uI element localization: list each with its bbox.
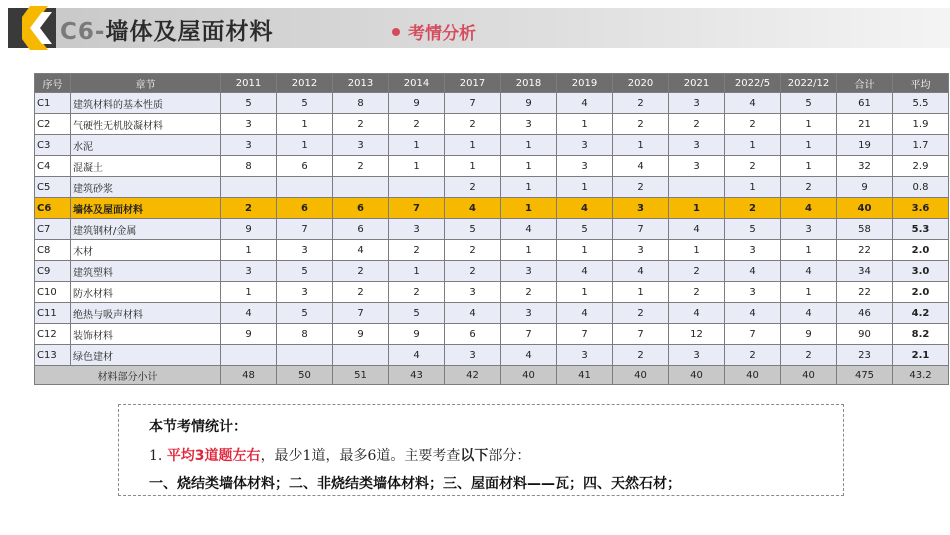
column-header: 2020 [613, 74, 669, 93]
year-count-cell: 3 [669, 93, 725, 114]
bullet-dot-icon [392, 28, 400, 36]
table-row [35, 198, 949, 219]
total-cell: 34 [837, 261, 893, 282]
year-count-cell: 2 [221, 198, 277, 219]
table-row [35, 324, 949, 345]
column-header: 序号 [35, 74, 71, 93]
year-count-cell: 3 [501, 261, 557, 282]
year-count-cell: 2 [445, 261, 501, 282]
year-count-cell: 1 [501, 240, 557, 261]
year-count-cell: 8 [333, 93, 389, 114]
year-count-cell: 3 [669, 156, 725, 177]
year-count-cell: 3 [333, 135, 389, 156]
year-count-cell: 7 [725, 324, 781, 345]
year-count-cell: 1 [613, 135, 669, 156]
year-count-cell: 1 [557, 114, 613, 135]
header-bar [0, 0, 950, 52]
year-count-cell: 3 [389, 219, 445, 240]
subtotal-cell: 40 [725, 366, 781, 385]
summary-highlight: 平均3道题左右 [166, 448, 261, 464]
year-count-cell: 5 [221, 93, 277, 114]
year-count-cell: 2 [333, 156, 389, 177]
year-count-cell: 8 [221, 156, 277, 177]
year-count-cell [221, 345, 277, 366]
year-count-cell: 3 [221, 261, 277, 282]
year-count-cell: 9 [221, 324, 277, 345]
average-cell: 2.0 [893, 240, 949, 261]
year-count-cell: 2 [389, 240, 445, 261]
chapter-name-cell: 建筑钢材/金属 [71, 219, 221, 240]
year-count-cell: 1 [781, 114, 837, 135]
subtotal-cell: 48 [221, 366, 277, 385]
average-cell: 5.3 [893, 219, 949, 240]
year-count-cell: 4 [669, 219, 725, 240]
year-count-cell: 2 [613, 303, 669, 324]
year-count-cell: 9 [221, 219, 277, 240]
year-count-cell: 1 [725, 177, 781, 198]
year-count-cell: 7 [389, 198, 445, 219]
year-count-cell: 1 [781, 156, 837, 177]
year-count-cell: 1 [557, 240, 613, 261]
year-count-cell: 1 [781, 135, 837, 156]
year-count-cell: 5 [277, 261, 333, 282]
year-count-cell: 7 [557, 324, 613, 345]
year-count-cell: 5 [389, 303, 445, 324]
year-count-cell: 4 [781, 303, 837, 324]
year-count-cell: 3 [501, 303, 557, 324]
year-count-cell: 5 [557, 219, 613, 240]
year-count-cell: 1 [389, 261, 445, 282]
chapter-title: 墙体及屋面材料 [105, 19, 274, 45]
year-count-cell: 2 [613, 114, 669, 135]
total-cell: 21 [837, 114, 893, 135]
total-cell: 22 [837, 282, 893, 303]
year-count-cell: 3 [613, 198, 669, 219]
subtotal-cell: 40 [669, 366, 725, 385]
column-header: 2022/12 [781, 74, 837, 93]
year-count-cell: 1 [669, 198, 725, 219]
year-count-cell: 9 [389, 93, 445, 114]
year-count-cell: 4 [445, 198, 501, 219]
table-header-row [35, 74, 949, 93]
year-count-cell: 4 [613, 261, 669, 282]
year-count-cell: 1 [557, 282, 613, 303]
year-count-cell: 3 [781, 219, 837, 240]
year-count-cell: 2 [613, 345, 669, 366]
summary-line-1-mid: ，最少1道，最多6道。主要考查 [260, 448, 461, 464]
year-count-cell: 2 [781, 345, 837, 366]
average-cell: 3.6 [893, 198, 949, 219]
table-row [35, 345, 949, 366]
table-row [35, 135, 949, 156]
total-cell: 23 [837, 345, 893, 366]
subtotal-cell: 40 [781, 366, 837, 385]
year-count-cell: 7 [613, 324, 669, 345]
column-header: 章节 [71, 74, 221, 93]
year-count-cell: 2 [725, 198, 781, 219]
row-code-cell: C13 [35, 345, 71, 366]
year-count-cell: 4 [221, 303, 277, 324]
section-label [392, 19, 476, 44]
year-count-cell: 4 [501, 219, 557, 240]
year-count-cell: 4 [725, 93, 781, 114]
row-code-cell: C8 [35, 240, 71, 261]
year-count-cell: 3 [501, 114, 557, 135]
average-cell: 2.1 [893, 345, 949, 366]
year-count-cell: 2 [445, 177, 501, 198]
year-count-cell: 1 [781, 240, 837, 261]
table-row [35, 156, 949, 177]
chapter-name-cell: 木材 [71, 240, 221, 261]
year-count-cell: 2 [669, 261, 725, 282]
year-count-cell: 6 [333, 198, 389, 219]
year-count-cell [277, 177, 333, 198]
year-count-cell: 3 [557, 345, 613, 366]
table-row [35, 240, 949, 261]
column-header: 2017 [445, 74, 501, 93]
chapter-name-cell: 建筑材料的基本性质 [71, 93, 221, 114]
year-count-cell: 2 [501, 282, 557, 303]
column-header: 2022/5 [725, 74, 781, 93]
column-header: 2014 [389, 74, 445, 93]
year-count-cell: 1 [613, 282, 669, 303]
total-cell: 58 [837, 219, 893, 240]
year-count-cell: 1 [781, 282, 837, 303]
subtotal-label-cell: 材料部分小计 [35, 366, 221, 385]
table-row [35, 177, 949, 198]
subtotal-cell: 40 [501, 366, 557, 385]
chapter-name-cell: 防水材料 [71, 282, 221, 303]
year-count-cell: 1 [221, 282, 277, 303]
year-count-cell: 1 [725, 135, 781, 156]
year-count-cell [389, 177, 445, 198]
chapter-name-cell: 混凝土 [71, 156, 221, 177]
year-count-cell: 1 [501, 156, 557, 177]
chapter-name-cell: 建筑砂浆 [71, 177, 221, 198]
year-count-cell: 3 [613, 240, 669, 261]
year-count-cell: 2 [725, 345, 781, 366]
total-cell: 19 [837, 135, 893, 156]
year-count-cell: 3 [725, 240, 781, 261]
year-count-cell: 2 [333, 282, 389, 303]
year-count-cell: 3 [669, 345, 725, 366]
row-code-cell: C5 [35, 177, 71, 198]
row-code-cell: C4 [35, 156, 71, 177]
total-cell: 40 [837, 198, 893, 219]
year-count-cell: 4 [389, 345, 445, 366]
average-cell: 2.0 [893, 282, 949, 303]
year-count-cell: 2 [613, 177, 669, 198]
row-code-cell: C6 [35, 198, 71, 219]
year-count-cell: 12 [669, 324, 725, 345]
year-count-cell [669, 177, 725, 198]
column-header: 合计 [837, 74, 893, 93]
subtotal-cell: 51 [333, 366, 389, 385]
summary-line-1-bold: 以下 [460, 448, 489, 464]
year-count-cell: 4 [725, 261, 781, 282]
average-cell: 4.2 [893, 303, 949, 324]
year-count-cell: 6 [277, 156, 333, 177]
year-count-cell: 1 [277, 135, 333, 156]
year-count-cell: 8 [277, 324, 333, 345]
exam-statistics-table [34, 73, 949, 385]
subtotal-cell: 42 [445, 366, 501, 385]
year-count-cell: 1 [445, 135, 501, 156]
total-cell: 46 [837, 303, 893, 324]
subtotal-cell: 40 [613, 366, 669, 385]
year-count-cell: 2 [725, 114, 781, 135]
chapter-name-cell: 装饰材料 [71, 324, 221, 345]
year-count-cell: 2 [781, 177, 837, 198]
chapter-name-cell: 建筑塑料 [71, 261, 221, 282]
year-count-cell: 4 [669, 303, 725, 324]
average-cell: 3.0 [893, 261, 949, 282]
column-header: 2011 [221, 74, 277, 93]
page-title [60, 13, 273, 46]
year-count-cell [333, 345, 389, 366]
year-count-cell: 7 [277, 219, 333, 240]
year-count-cell [277, 345, 333, 366]
year-count-cell: 2 [333, 114, 389, 135]
year-count-cell: 2 [333, 261, 389, 282]
total-cell: 32 [837, 156, 893, 177]
year-count-cell: 1 [501, 135, 557, 156]
total-cell: 9 [837, 177, 893, 198]
column-header: 2013 [333, 74, 389, 93]
column-header: 2021 [669, 74, 725, 93]
year-count-cell: 3 [221, 114, 277, 135]
chapter-name-cell: 墙体及屋面材料 [71, 198, 221, 219]
summary-box [118, 404, 844, 496]
year-count-cell: 4 [501, 345, 557, 366]
year-count-cell: 4 [781, 261, 837, 282]
row-code-cell: C7 [35, 219, 71, 240]
year-count-cell: 3 [557, 135, 613, 156]
year-count-cell: 4 [557, 261, 613, 282]
total-cell: 22 [837, 240, 893, 261]
column-header: 2018 [501, 74, 557, 93]
year-count-cell: 3 [557, 156, 613, 177]
year-count-cell: 1 [501, 177, 557, 198]
chapter-code: C6- [60, 19, 106, 45]
total-cell: 90 [837, 324, 893, 345]
year-count-cell: 5 [277, 303, 333, 324]
year-count-cell: 1 [501, 198, 557, 219]
year-count-cell: 6 [445, 324, 501, 345]
year-count-cell: 3 [445, 282, 501, 303]
row-code-cell: C2 [35, 114, 71, 135]
average-cell: 2.9 [893, 156, 949, 177]
year-count-cell: 4 [781, 198, 837, 219]
row-code-cell: C1 [35, 93, 71, 114]
average-cell: 0.8 [893, 177, 949, 198]
chapter-name-cell: 绿色建材 [71, 345, 221, 366]
table-row [35, 261, 949, 282]
summary-title: 本节考情统计： [149, 419, 247, 435]
year-count-cell: 4 [557, 303, 613, 324]
chapter-name-cell: 气硬性无机胶凝材料 [71, 114, 221, 135]
row-code-cell: C11 [35, 303, 71, 324]
year-count-cell: 6 [277, 198, 333, 219]
year-count-cell: 4 [333, 240, 389, 261]
year-count-cell: 2 [613, 93, 669, 114]
subtotal-cell: 50 [277, 366, 333, 385]
year-count-cell: 1 [557, 177, 613, 198]
year-count-cell: 3 [445, 345, 501, 366]
total-cell: 61 [837, 93, 893, 114]
year-count-cell: 7 [501, 324, 557, 345]
average-cell: 1.9 [893, 114, 949, 135]
year-count-cell: 5 [725, 219, 781, 240]
year-count-cell: 6 [333, 219, 389, 240]
year-count-cell: 3 [669, 135, 725, 156]
year-count-cell: 4 [445, 303, 501, 324]
table-row [35, 219, 949, 240]
year-count-cell: 7 [445, 93, 501, 114]
year-count-cell: 4 [557, 198, 613, 219]
year-count-cell [221, 177, 277, 198]
row-code-cell: C12 [35, 324, 71, 345]
average-cell: 1.7 [893, 135, 949, 156]
subtotal-average-cell: 43.2 [893, 366, 949, 385]
summary-line-1 [149, 445, 530, 465]
year-count-cell: 5 [445, 219, 501, 240]
year-count-cell: 9 [333, 324, 389, 345]
average-cell: 8.2 [893, 324, 949, 345]
table-footer-row [35, 366, 949, 385]
average-cell: 5.5 [893, 93, 949, 114]
table-row [35, 93, 949, 114]
year-count-cell: 1 [389, 156, 445, 177]
year-count-cell: 4 [725, 303, 781, 324]
chapter-name-cell: 水泥 [71, 135, 221, 156]
year-count-cell: 1 [669, 240, 725, 261]
year-count-cell: 7 [613, 219, 669, 240]
year-count-cell: 1 [221, 240, 277, 261]
year-count-cell: 3 [221, 135, 277, 156]
year-count-cell: 9 [389, 324, 445, 345]
row-code-cell: C10 [35, 282, 71, 303]
year-count-cell: 1 [445, 156, 501, 177]
year-count-cell: 2 [389, 282, 445, 303]
row-code-cell: C9 [35, 261, 71, 282]
row-code-cell: C3 [35, 135, 71, 156]
table-row [35, 282, 949, 303]
table-row [35, 303, 949, 324]
column-header: 平均 [893, 74, 949, 93]
year-count-cell: 2 [445, 114, 501, 135]
year-count-cell: 7 [333, 303, 389, 324]
year-count-cell [333, 177, 389, 198]
chapter-name-cell: 绝热与吸声材料 [71, 303, 221, 324]
subtotal-total-cell: 475 [837, 366, 893, 385]
column-header: 2019 [557, 74, 613, 93]
section-label-text: 考情分析 [408, 24, 476, 44]
column-header: 2012 [277, 74, 333, 93]
year-count-cell: 2 [669, 282, 725, 303]
subtotal-cell: 41 [557, 366, 613, 385]
year-count-cell: 9 [781, 324, 837, 345]
year-count-cell: 2 [725, 156, 781, 177]
year-count-cell: 1 [277, 114, 333, 135]
subtotal-cell: 43 [389, 366, 445, 385]
year-count-cell: 1 [389, 135, 445, 156]
year-count-cell: 5 [781, 93, 837, 114]
year-count-cell: 3 [277, 240, 333, 261]
table-row [35, 114, 949, 135]
year-count-cell: 2 [389, 114, 445, 135]
year-count-cell: 9 [501, 93, 557, 114]
summary-line-1-prefix: 1. [149, 448, 167, 464]
year-count-cell: 4 [613, 156, 669, 177]
year-count-cell: 3 [725, 282, 781, 303]
summary-line-2: 一、烧结类墙体材料；二、非烧结类墙体材料；三、屋面材料——瓦；四、天然石材； [149, 476, 681, 492]
year-count-cell: 5 [277, 93, 333, 114]
summary-line-1-end: 部分： [488, 448, 531, 464]
year-count-cell: 2 [445, 240, 501, 261]
year-count-cell: 4 [557, 93, 613, 114]
year-count-cell: 2 [669, 114, 725, 135]
year-count-cell: 3 [277, 282, 333, 303]
